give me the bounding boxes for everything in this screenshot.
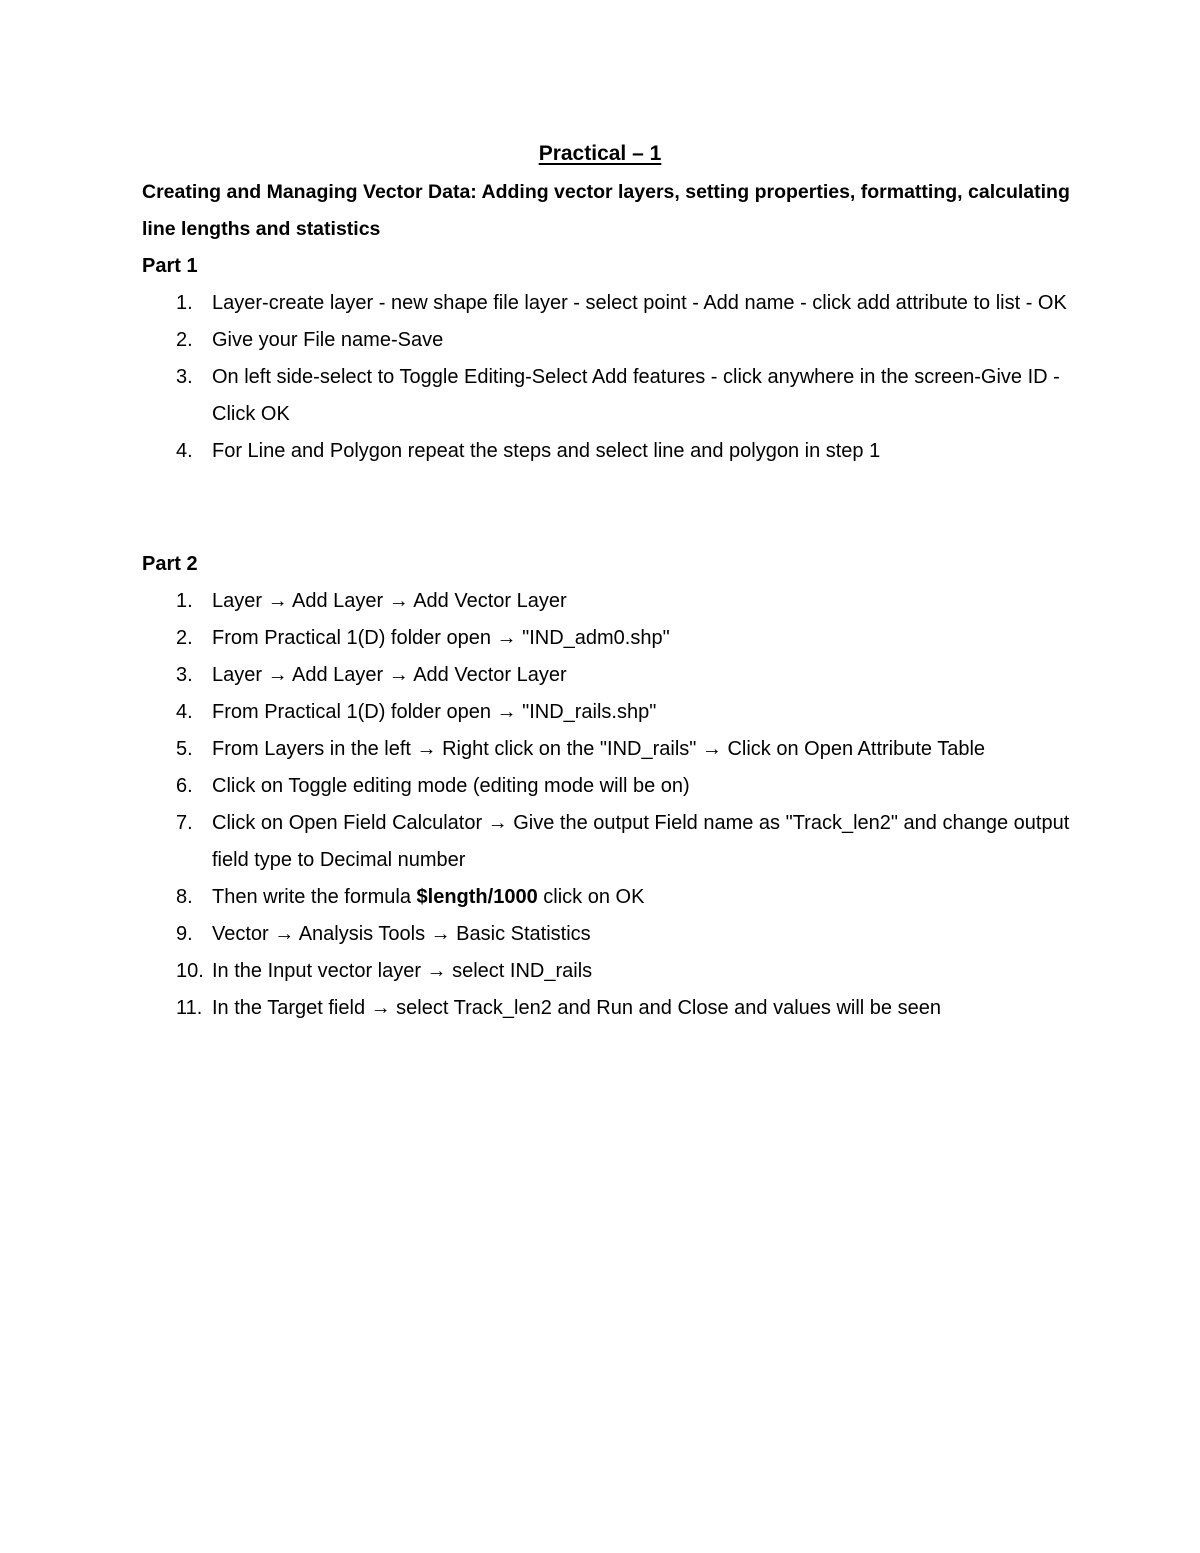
step-number: 3.: [176, 664, 193, 686]
step-number: 7.: [176, 812, 193, 834]
part2-step-8: [142, 879, 1082, 916]
step-number: 2.: [176, 627, 193, 649]
step-number: 2.: [176, 329, 193, 351]
part2-heading: Part 2: [142, 553, 198, 575]
step-number: 1.: [176, 292, 193, 314]
document-title-text: Practical – 1: [538, 142, 662, 165]
step-number: 5.: [176, 738, 193, 760]
part2-steps-list: [142, 583, 1082, 1027]
step-number: 8.: [176, 886, 193, 908]
step-text: Layer-create layer - new shape file layer - select point - Add name - click add attribute to list - OK: [212, 292, 1067, 314]
part2-step-7: [142, 805, 1082, 879]
step-text: Vector → Analysis Tools → Basic Statistics: [212, 923, 591, 945]
part2-step-2: [142, 620, 1082, 657]
step-number: 3.: [176, 366, 193, 388]
part1-step-2: [142, 322, 1082, 359]
step-text-after: click on OK: [537, 886, 645, 908]
step-text: Layer → Add Layer → Add Vector Layer: [212, 664, 567, 686]
step-text: In the Input vector layer → select IND_rails: [212, 960, 593, 982]
step-text: Click on Open Field Calculator → Give the output Field name as "Track_len2" and change output field type to Decimal number: [212, 812, 1070, 871]
step-text: From Layers in the left → Right click on the "IND_rails" → Click on Open Attribute Table: [212, 738, 986, 760]
step-number: 9.: [176, 923, 193, 945]
step-text: Layer → Add Layer → Add Vector Layer: [212, 590, 567, 612]
step-number: 4.: [176, 701, 193, 723]
step-text: In the Target field → select Track_len2 and Run and Close and values will be seen: [212, 997, 941, 1019]
step-text-before: Then write the formula: [212, 886, 417, 908]
part2-step-3: [142, 657, 1082, 694]
document-title: [0, 140, 1200, 168]
step-number: 6.: [176, 775, 193, 797]
part1-step-1: [142, 285, 1082, 322]
part2-step-5: [142, 731, 1082, 768]
step-text: On left side-select to Toggle Editing-Select Add features - click anywhere in the screen-Give ID - Click OK: [212, 366, 1060, 425]
step-text: Click on Toggle editing mode (editing mode will be on): [212, 775, 690, 797]
step-text: From Practical 1(D) folder open → "IND_adm0.shp": [212, 627, 670, 649]
step-number: 4.: [176, 440, 193, 462]
step-text: For Line and Polygon repeat the steps and select line and polygon in step 1: [212, 440, 881, 462]
step-number: 10.: [176, 960, 204, 982]
step-text: Give your File name-Save: [212, 329, 444, 351]
part2-step-1: [142, 583, 1082, 620]
formula-text: $length/1000: [416, 886, 538, 908]
part1-heading: Part 1: [142, 255, 198, 277]
step-number: 1.: [176, 590, 193, 612]
part2-step-10: [142, 953, 1082, 990]
document-subtitle: Creating and Managing Vector Data: Adding vector layers, setting properties, formatting, calculating line lengths and statistics: [142, 181, 1070, 240]
step-number: 11.: [176, 997, 203, 1019]
part2-step-11: [142, 990, 1082, 1027]
part1-steps-list: [142, 285, 1082, 470]
part1-step-4: [142, 433, 1082, 470]
part2-step-4: [142, 694, 1082, 731]
step-text: From Practical 1(D) folder open → "IND_rails.shp": [212, 701, 657, 723]
part2-step-9: [142, 916, 1082, 953]
part1-step-3: [142, 359, 1082, 433]
part2-step-6: [142, 768, 1082, 805]
